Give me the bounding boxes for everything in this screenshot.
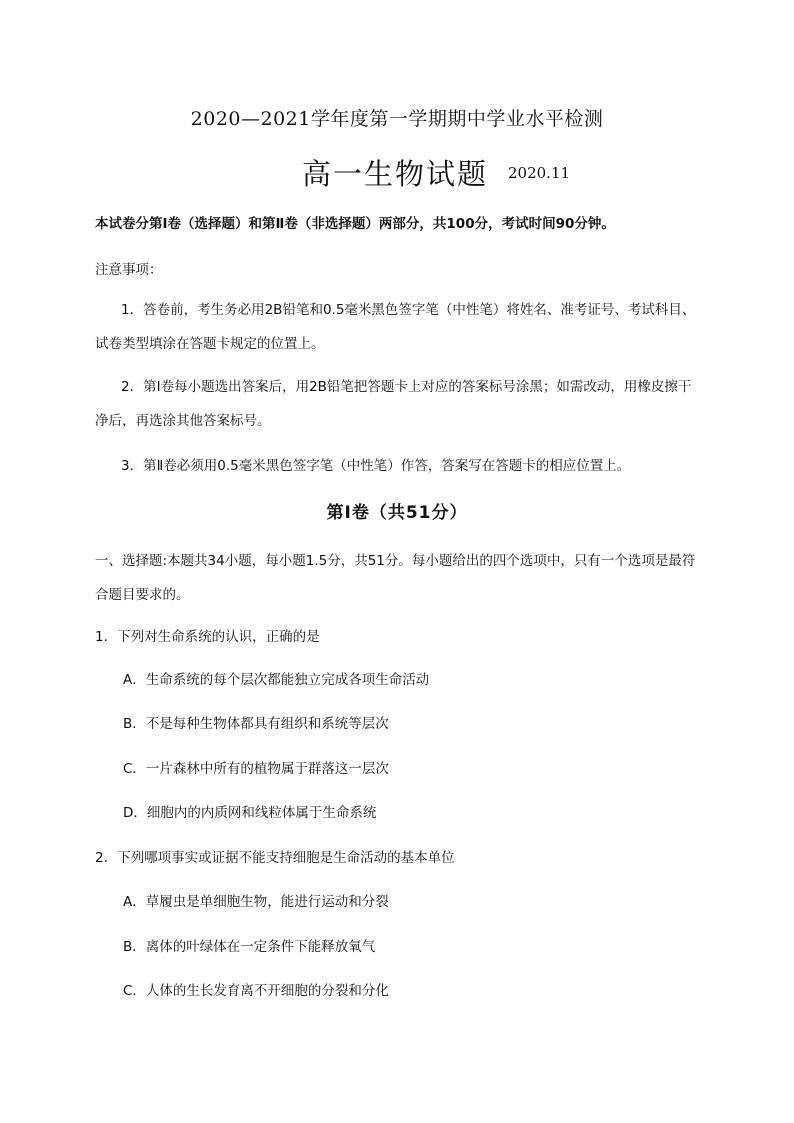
question-2-stem: 2．下列哪项事实或证据不能支持细胞是生命活动的基本单位 [95,850,455,866]
question-1-option-c: C．一片森林中所有的植物属于群落这一层次 [123,761,389,777]
notes-label: 注意事项： [95,262,163,278]
question-1-option-d: D．细胞内的内质网和线粒体属于生命系统 [123,805,377,821]
question-2-option-b: B．离体的叶绿体在一定条件下能释放氧气 [123,939,376,955]
note-item-3: 3．第Ⅱ卷必须用0.5毫米黑色签字笔（中性笔）作答，答案写在答题卡的相应位置上。 [121,458,631,474]
question-2-option-c: C．人体的生长发育离不开细胞的分裂和分化 [123,983,389,999]
section-instructions: 一、选择题:本题共34小题，每小题1.5分，共51分。每小题给出的四个选项中，只有一个选项是最符合题目要求的。 [95,553,696,603]
section-heading: 第Ⅰ卷（共51分） [326,503,468,523]
subtitle-row [0,152,794,192]
question-1-stem: 1．下列对生命系统的认识，正确的是 [95,629,320,645]
note-item-2: 2．第Ⅰ卷每小题选出答案后，用2B铅笔把答题卡上对应的答案标号涂黑；如需改动，用橡皮擦干净后，再选涂其他答案标号。 [95,379,692,429]
note-item-1: 1．答卷前，考生务必用2B铅笔和0.5毫米黑色签字笔（中性笔）将姓名、准考证号、考试科目、试卷类型填涂在答题卡规定的位置上。 [95,302,696,352]
question-1-option-a: A．生命系统的每个层次都能独立完成各项生命活动 [123,672,430,688]
exam-title: 2020—2021学年度第一学期期中学业水平检测 [190,108,604,130]
question-1-option-b: B．不是每种生物体都具有组织和系统等层次 [123,716,389,732]
question-2-option-a: A．草履虫是单细胞生物，能进行运动和分裂 [123,894,389,910]
intro-text: 本试卷分第Ⅰ卷（选择题）和第Ⅱ卷（非选择题）两部分，共100分，考试时间90分钟。 [95,216,615,232]
exam-date: 2020.11 [508,164,571,182]
subject-title: 高一生物试题 [302,157,489,191]
